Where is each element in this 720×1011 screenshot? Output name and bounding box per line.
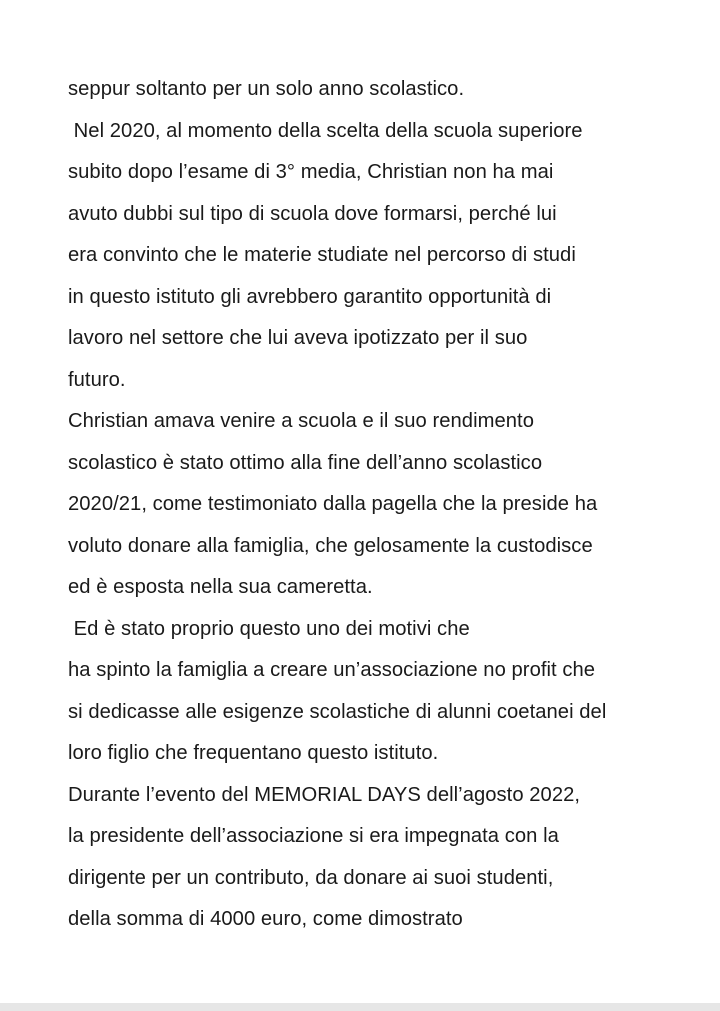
- text-line: ed è esposta nella sua cameretta.: [68, 576, 373, 598]
- page-bottom-divider: [0, 1003, 720, 1011]
- text-line: Durante l’evento del MEMORIAL DAYS dell’agosto 2022,: [68, 783, 581, 806]
- text-line: loro figlio che frequentano questo istituto.: [68, 742, 439, 764]
- text-line: in questo istituto gli avrebbero garantito opportunità di: [68, 285, 552, 308]
- text-line: scolastico è stato ottimo alla fine dell’anno scolastico: [68, 451, 543, 474]
- text-line: voluto donare alla famiglia, che gelosamente la custodisce: [68, 534, 593, 557]
- text-line: ha spinto la famiglia a creare un’associazione no profit che: [68, 659, 596, 681]
- text-line: si dedicasse alle esigenze scolastiche di alunni coetanei del: [68, 700, 607, 723]
- body-text: [68, 73, 708, 945]
- text-line: la presidente dell’associazione si era impegnata con la: [68, 825, 559, 847]
- text-line: 2020/21, come testimoniato dalla pagella che la preside ha: [68, 493, 598, 515]
- text-line: Ed è stato proprio questo uno dei motivi che: [68, 617, 470, 640]
- text-line: Nel 2020, al momento della scelta della scuola superiore: [68, 119, 583, 142]
- text-line: subito dopo l’esame di 3° media, Christian non ha mai: [68, 161, 554, 183]
- text-line: avuto dubbi sul tipo di scuola dove formarsi, perché lui: [68, 202, 557, 225]
- text-line: era convinto che le materie studiate nel percorso di studi: [68, 244, 576, 266]
- text-line: dirigente per un contributo, da donare ai suoi studenti,: [68, 866, 554, 889]
- text-line: futuro.: [68, 368, 126, 391]
- text-line: lavoro nel settore che lui aveva ipotizzato per il suo: [68, 327, 528, 349]
- text-line: Christian amava venire a scuola e il suo rendimento: [68, 410, 534, 432]
- text-line: seppur soltanto per un solo anno scolastico.: [68, 78, 465, 100]
- text-line: della somma di 4000 euro, come dimostrato: [68, 908, 463, 930]
